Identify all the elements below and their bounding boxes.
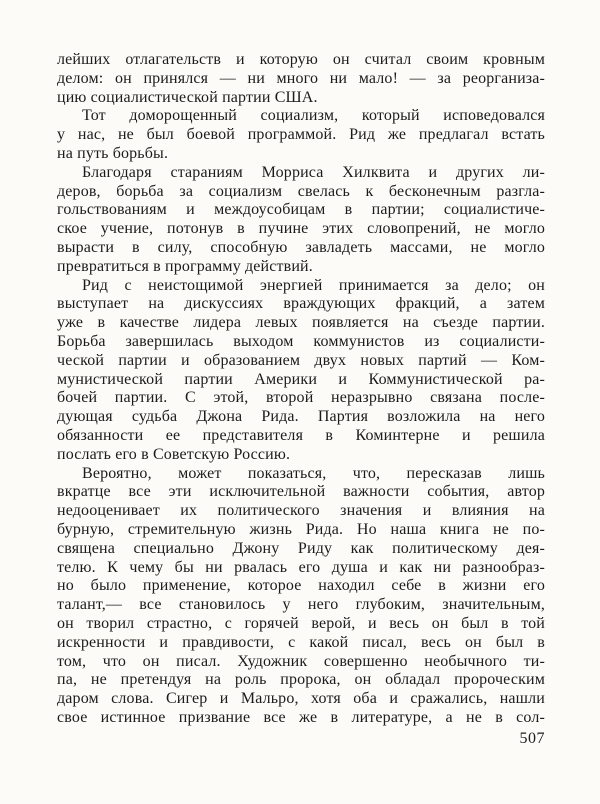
text-line: свое истинное призвание все же в литературе, а не в сол- (57, 708, 545, 726)
text-line: послать его в Советскую Россию. (57, 445, 291, 463)
text-line: Рид с неистощимой энергией принимается за дело; он (82, 276, 545, 294)
text-line: мунистической партии Америки и Коммунистической ра- (57, 370, 545, 388)
text-line: дующая судьба Джона Рида. Партия возложила на него (57, 408, 545, 426)
text-line: он творил страстно, с горячей верой, и весь он был в той (57, 614, 545, 632)
text-line: бочей партии. С этой, второй неразрывно связана после- (57, 389, 545, 407)
text-line: ское учение, потонув в пучине этих словопрений, не могло (57, 220, 545, 238)
text-line: у нас, не был боевой программой. Рид же предлагал встать (57, 126, 545, 144)
text-line: телю. К чему бы ни рвалась его душа и как ни разнообраз- (57, 558, 545, 576)
text-line: на путь борьбы. (57, 144, 169, 162)
text-line: искренности и правдивости, с какой писал, весь он был в (57, 633, 545, 651)
text-line: лейших отлагательств и которую он считал своим кровным (57, 51, 545, 68)
text-line: священа специально Джону Риду как политическому дея- (57, 539, 545, 557)
text-line: превратиться в программу действий. (57, 257, 313, 275)
text-line: бурную, стремительную жизнь Рида. Но наша книга не по- (57, 520, 545, 538)
text-line: цию социалистической партии США. (57, 88, 318, 106)
paragraph (57, 107, 545, 163)
text-line: Борьба завершилась выходом коммунистов из социалисти- (57, 332, 545, 350)
text-line: выступает на дискуссиях враждующих фракций, а затем (57, 295, 545, 313)
page-number: 507 (519, 730, 545, 747)
paragraph (57, 277, 545, 465)
text-line: Тот доморощенный социализм, который исповедовался (82, 107, 545, 125)
text-line: вырасти в силу, способную завладеть массами, не могло (57, 238, 545, 256)
text-line: уже в качестве лидера левых появляется на съезде партии. (57, 314, 545, 332)
text-line: делом: он принялся — ни много ни мало! — за реорганиза- (57, 69, 545, 87)
text-line: том, что он писал. Художник совершенно необычного ти- (57, 652, 545, 670)
text-line: обязанности ее представителя в Коминтерне и решила (57, 426, 545, 444)
text-line: ческой партии и образованием двух новых партий — Ком- (57, 351, 545, 369)
text-line: недооценивает их политического значения и влияния на (57, 502, 545, 520)
text-line: деров, борьба за социализм свелась к бесконечным разгла- (57, 182, 545, 200)
text-block (57, 51, 545, 728)
text-line: Вероятно, может показаться, что, пересказав лишь (82, 464, 545, 482)
text-line: но было применение, которое находил себе в жизни его (57, 577, 545, 595)
paragraph (57, 164, 545, 277)
paragraph (57, 51, 545, 107)
text-line: вкратце все эти исключительной важности события, автор (57, 483, 545, 501)
paragraph (57, 465, 545, 728)
text-line: даром слова. Сигер и Мальро, хотя оба и сражались, нашли (57, 690, 545, 708)
text-line: гольствованиям и междоусобицам в партии; социалистиче- (57, 201, 545, 219)
text-line: па, не претендуя на роль пророка, он обладал пророческим (57, 671, 545, 689)
text-line: талант,— все становилось у него глубоким, значительным, (57, 596, 545, 614)
text-line: Благодаря стараниям Морриса Хилквита и других ли- (82, 163, 545, 181)
